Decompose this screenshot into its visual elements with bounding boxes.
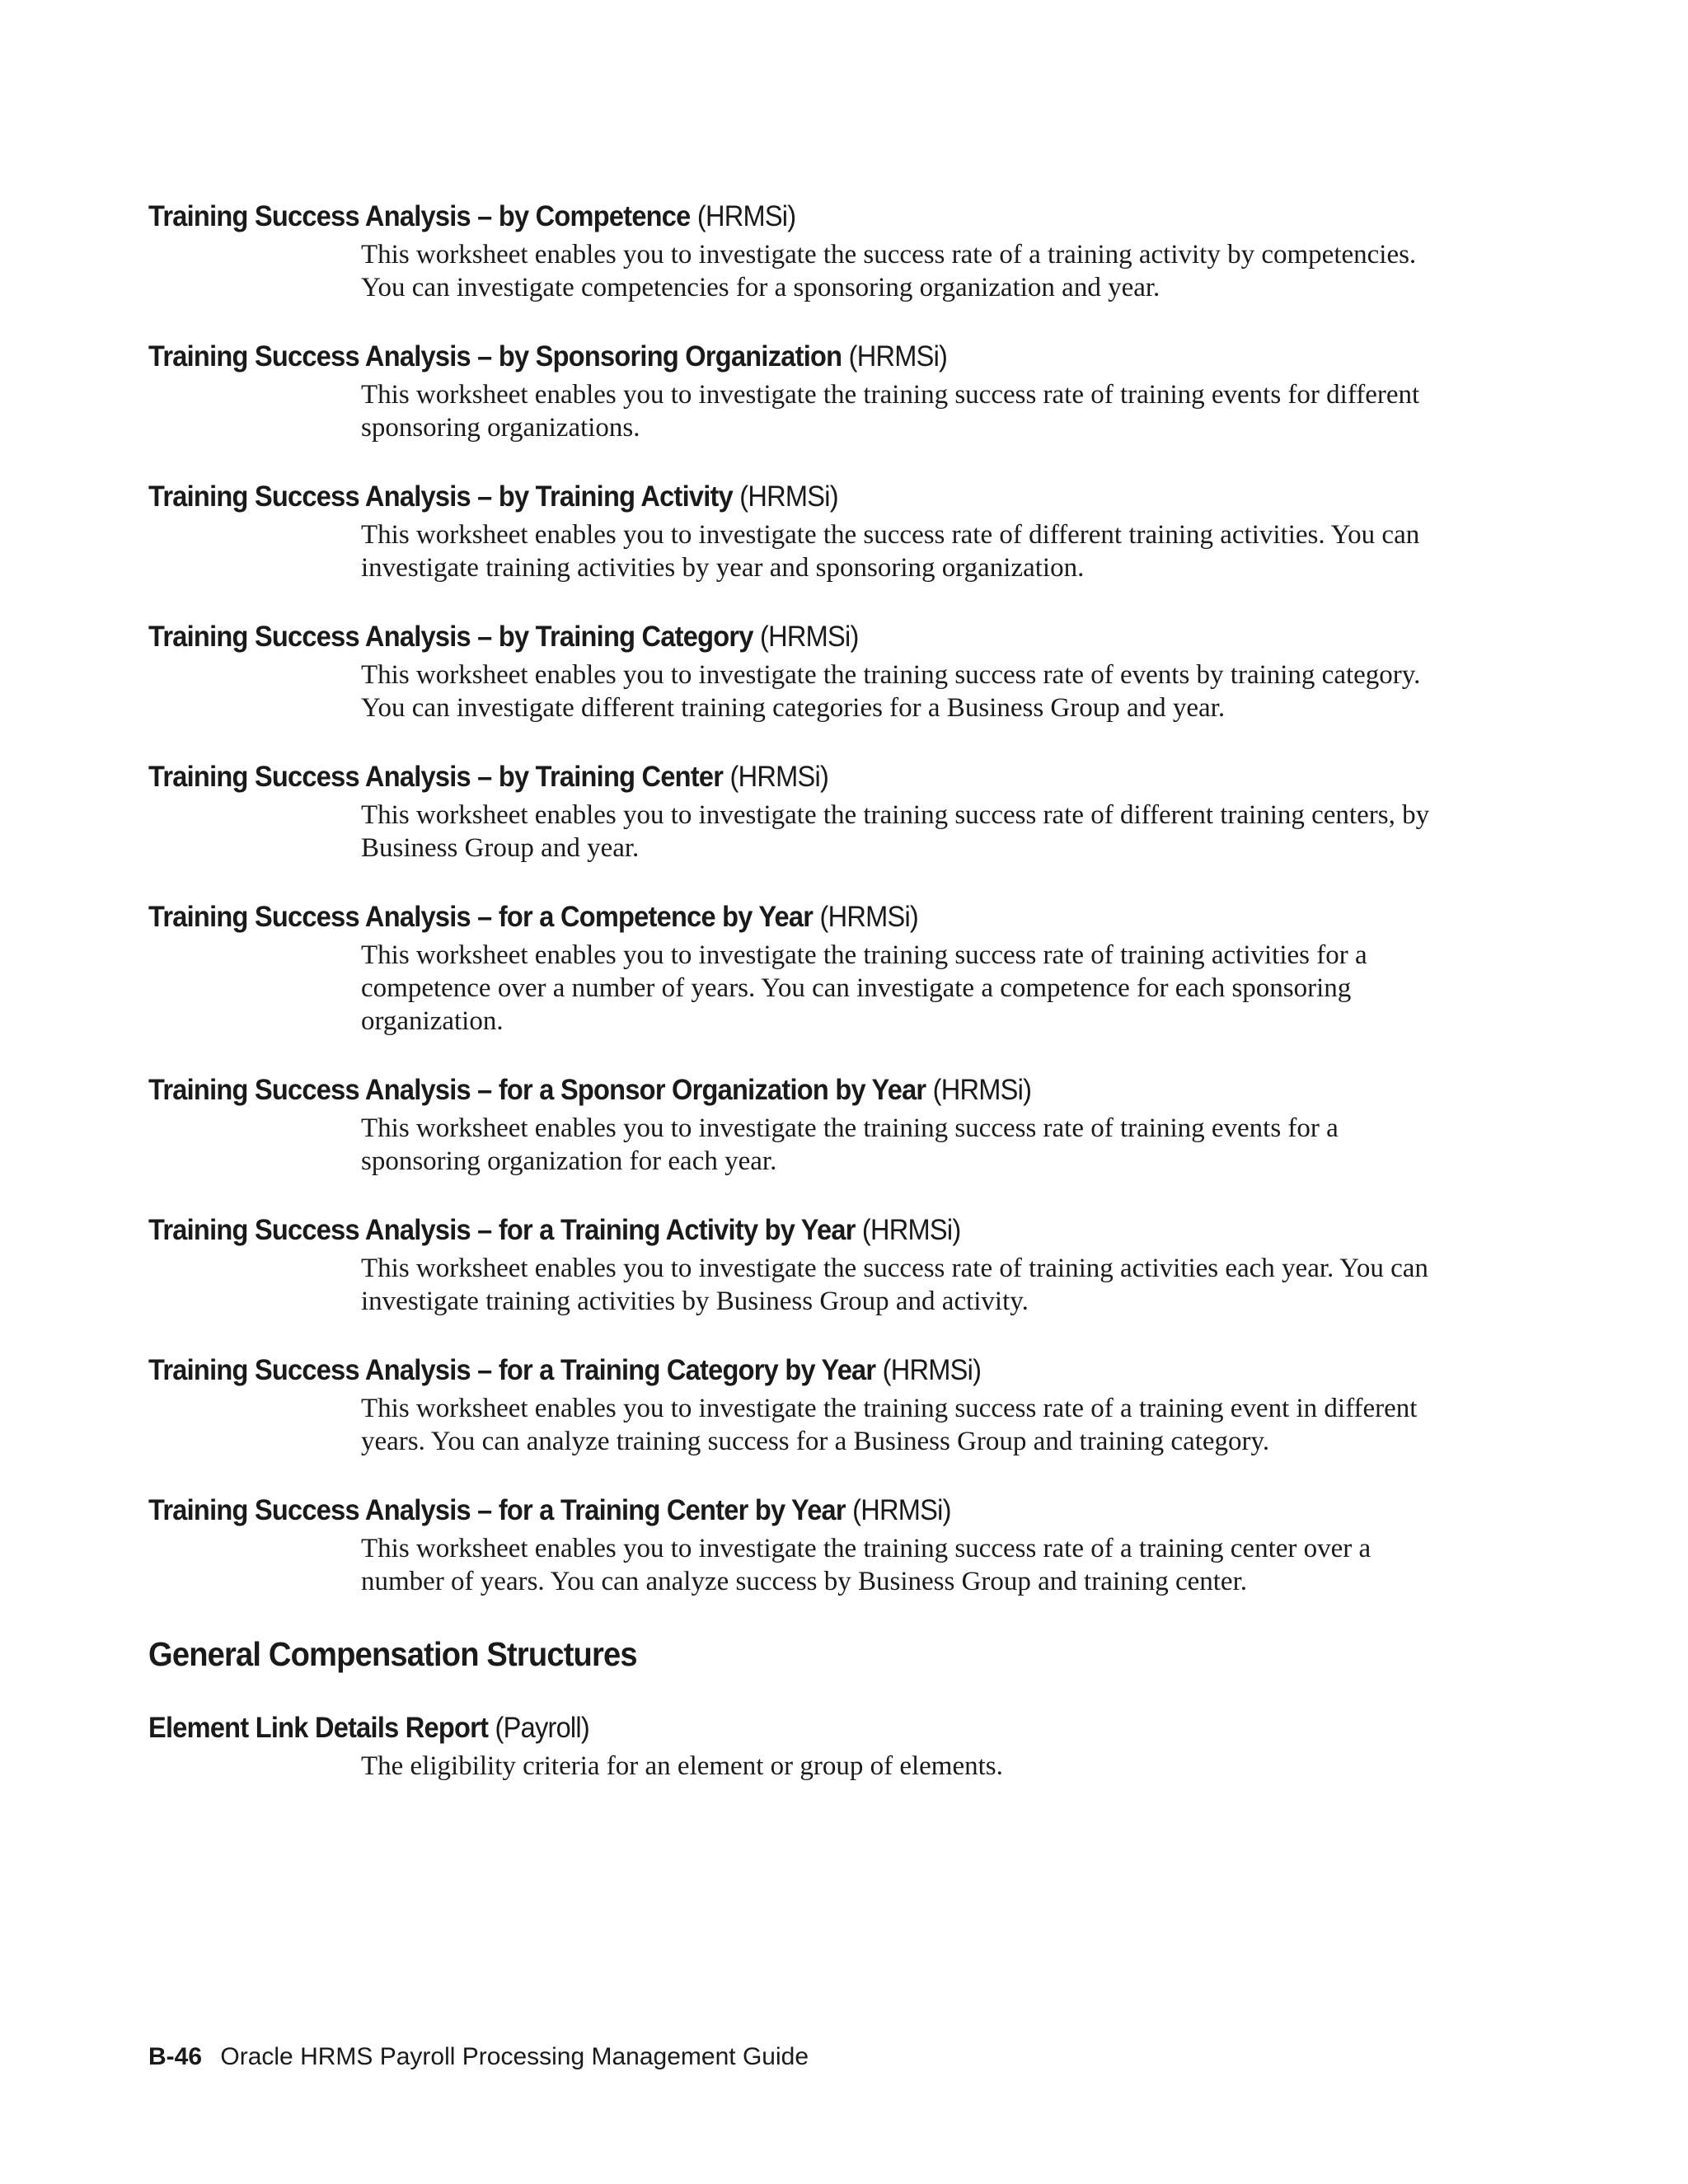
report-title: Training Success Analysis – by Training Category	[148, 621, 753, 653]
report-title: Training Success Analysis – for a Training Category by Year	[148, 1354, 876, 1386]
report-module-tag: (HRMSi)	[729, 761, 829, 793]
report-entry	[148, 616, 1550, 724]
report-list	[148, 195, 1550, 1814]
report-description: This worksheet enables you to investigate the training success rate of a training event in different years. You can analyze training success for a Business Group and training category.	[361, 1394, 1418, 1456]
report-heading	[148, 896, 1451, 939]
report-description: This worksheet enables you to investigate the training success rate of events by training category. You can investigate different training categories for a Business Group and year.	[361, 660, 1421, 723]
report-description: This worksheet enables you to investigate the training success rate of a training center over a number of years. You can analyze success by Business Group and training center.	[361, 1534, 1372, 1596]
report-title: Training Success Analysis – by Training Activity	[148, 480, 733, 513]
report-heading	[148, 195, 1451, 238]
report-entry	[148, 476, 1550, 584]
page-footer	[148, 2041, 809, 2074]
report-description: This worksheet enables you to investigate the success rate of training activities each year. You can investigate training activities by Business Group and activity.	[361, 1254, 1428, 1316]
report-module-tag: (HRMSi)	[932, 1074, 1032, 1106]
report-title: Training Success Analysis – for a Competence by Year	[148, 901, 814, 933]
report-module-tag: (HRMSi)	[848, 340, 948, 373]
report-module-tag: (HRMSi)	[819, 901, 919, 933]
report-title: Training Success Analysis – for a Training Center by Year	[148, 1494, 846, 1526]
report-title: Training Success Analysis – by Competence	[148, 200, 691, 232]
report-module-tag: (HRMSi)	[739, 480, 838, 513]
report-module-tag: (HRMSi)	[852, 1494, 951, 1526]
report-heading	[148, 1489, 1451, 1532]
report-heading	[148, 756, 1451, 799]
report-module-tag: (HRMSi)	[696, 200, 796, 232]
page-number: B-46	[148, 2043, 203, 2070]
report-module-tag: (HRMSi)	[882, 1354, 982, 1386]
report-module-tag: (Payroll)	[495, 1712, 589, 1744]
report-entry	[148, 1349, 1550, 1458]
guide-title: Oracle HRMS Payroll Processing Management Guide	[220, 2043, 809, 2070]
report-heading	[148, 1209, 1451, 1252]
report-title: Training Success Analysis – for a Training Activity by Year	[148, 1214, 856, 1246]
section-heading: General Compensation Structures	[148, 1635, 637, 1673]
report-description: This worksheet enables you to investigate the training success rate of different training centers, by Business Group and year.	[361, 800, 1430, 863]
report-entry	[148, 1489, 1550, 1598]
report-description: This worksheet enables you to investigate the training success rate of training events for a sponsoring organization for each year.	[361, 1113, 1339, 1176]
report-heading	[148, 616, 1451, 658]
report-module-tag: (HRMSi)	[760, 621, 859, 653]
report-heading	[148, 1069, 1451, 1112]
report-entry	[148, 1069, 1550, 1178]
report-heading	[148, 476, 1451, 518]
report-entry	[148, 1707, 1550, 1783]
report-entry	[148, 195, 1550, 304]
report-title: Training Success Analysis – for a Sponsor Organization by Year	[148, 1074, 926, 1106]
report-heading	[148, 1349, 1451, 1392]
report-description: The eligibility criteria for an element or group of elements.	[361, 1751, 1003, 1781]
report-entry	[148, 756, 1550, 865]
report-description: This worksheet enables you to investigate the success rate of a training activity by competencies. You can investigate competencies for a sponsoring organization and year.	[361, 240, 1417, 302]
report-heading	[148, 1707, 1451, 1750]
report-description: This worksheet enables you to investigate the success rate of different training activities. You can investigate training activities by year and sponsoring organization.	[361, 520, 1420, 583]
report-title: Element Link Details Report	[148, 1712, 489, 1744]
report-title: Training Success Analysis – by Training Center	[148, 761, 724, 793]
report-entry	[148, 335, 1550, 444]
report-entry	[148, 1209, 1550, 1318]
report-entry	[148, 896, 1550, 1038]
report-module-tag: (HRMSi)	[861, 1214, 961, 1246]
report-heading	[148, 335, 1451, 378]
report-description: This worksheet enables you to investigate the training success rate of training activities for a competence over a number of years. You can investigate a competence for each sponsoring organization.	[361, 940, 1367, 1036]
report-title: Training Success Analysis – by Sponsoring Organization	[148, 340, 842, 373]
report-description: This worksheet enables you to investigate the training success rate of training events for different sponsoring organizations.	[361, 380, 1420, 443]
